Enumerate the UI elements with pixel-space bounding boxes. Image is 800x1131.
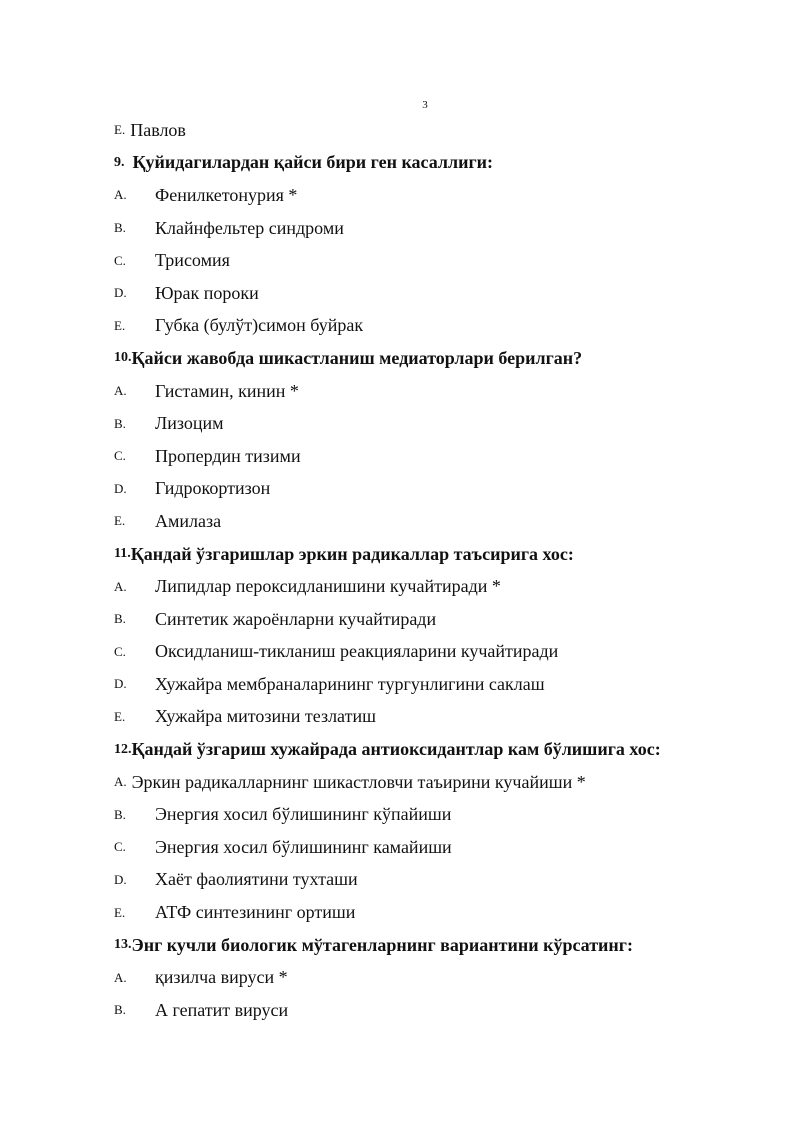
option-text: Гидрокортизон xyxy=(155,478,271,499)
answer-option xyxy=(114,212,754,245)
option-text: қизилча вируси * xyxy=(155,967,288,988)
answer-option xyxy=(114,310,754,343)
question-number: 13. xyxy=(114,937,132,953)
answer-option xyxy=(114,961,754,994)
answer-option xyxy=(114,766,754,799)
answer-option xyxy=(114,277,754,310)
option-text: Юрак пороки xyxy=(155,282,259,303)
answer-option xyxy=(114,701,754,734)
option-text: Лизоцим xyxy=(155,413,224,434)
answer-option xyxy=(114,864,754,897)
option-text: Энергия хосил бўлишининг кўпайиши xyxy=(155,804,452,825)
answer-option xyxy=(114,505,754,538)
option-letter: B. xyxy=(114,220,126,236)
question-heading xyxy=(114,733,754,766)
option-letter: A. xyxy=(114,774,127,790)
question-text: Қандай ўзгариш хужайрада антиоксидантлар кам бўлишига хос: xyxy=(131,739,661,760)
question-number: 12. xyxy=(114,741,132,757)
option-letter: E. xyxy=(114,317,126,333)
question-text: Қандай ўзгаришлар эркин радикаллар таъсирига хос: xyxy=(130,543,574,564)
option-letter: E. xyxy=(114,904,126,920)
option-text: Хужайра мембраналарининг тургунлигини саклаш xyxy=(155,673,545,694)
option-text: Амилаза xyxy=(155,510,222,531)
answer-option xyxy=(114,440,754,473)
question-heading xyxy=(114,929,754,962)
option-text: Фенилкетонурия * xyxy=(155,184,298,205)
option-letter: B. xyxy=(114,1002,126,1018)
option-text: А гепатит вируси xyxy=(155,999,289,1020)
option-letter: A. xyxy=(114,187,127,203)
option-text: Липидлар пероксидланишини кучайтиради * xyxy=(155,576,501,597)
option-text: Трисомия xyxy=(155,250,230,271)
option-text: Оксидланиш-тикланиш реакцияларини кучайтиради xyxy=(155,641,559,662)
answer-option xyxy=(114,603,754,636)
option-text: Энергия хосил бўлишининг камайиши xyxy=(155,836,452,857)
answer-option xyxy=(114,636,754,669)
option-letter: C. xyxy=(114,252,126,268)
answer-option xyxy=(114,179,754,212)
question-number: 10. xyxy=(114,350,132,366)
option-text: Синтетик жароёнларни кучайтиради xyxy=(155,608,437,629)
answer-option xyxy=(114,407,754,440)
answer-option xyxy=(114,473,754,506)
question-text: Қайси жавобда шикастланиш медиаторлари берилган? xyxy=(131,347,583,368)
answer-option xyxy=(114,114,754,147)
option-letter: D. xyxy=(114,676,127,692)
option-text: Гистамин, кинин * xyxy=(155,380,299,401)
question-heading xyxy=(114,538,754,571)
option-text: Клайнфельтер синдроми xyxy=(155,217,344,238)
question-number: 9. xyxy=(114,154,125,170)
answer-option xyxy=(114,668,754,701)
option-text: АТФ синтезининг ортиши xyxy=(155,902,356,923)
answer-option xyxy=(114,831,754,864)
option-text: Павлов xyxy=(130,119,186,140)
option-letter: D. xyxy=(114,480,127,496)
option-letter: C. xyxy=(114,839,126,855)
option-text: Пропердин тизими xyxy=(155,445,301,466)
option-letter: A. xyxy=(114,578,127,594)
option-letter: B. xyxy=(114,806,126,822)
option-text: Хаёт фаолиятини тухташи xyxy=(155,869,358,890)
option-letter: C. xyxy=(114,448,126,464)
question-heading xyxy=(114,147,754,180)
answer-option xyxy=(114,244,754,277)
test-questions-body xyxy=(114,114,754,1027)
option-letter: D. xyxy=(114,285,127,301)
option-letter: E. xyxy=(114,513,126,529)
option-text: Эркин радикалларнинг шикастловчи таъирини кучайиши * xyxy=(131,771,586,792)
option-text: Хужайра митозини тезлатиш xyxy=(155,706,376,727)
answer-option xyxy=(114,994,754,1027)
answer-option xyxy=(114,896,754,929)
question-heading xyxy=(114,342,754,375)
option-letter: D. xyxy=(114,871,127,887)
option-letter: A. xyxy=(114,969,127,985)
answer-option xyxy=(114,798,754,831)
answer-option xyxy=(114,570,754,603)
question-text: Энг кучли биологик мўтагенларнинг вариантини кўрсатинг: xyxy=(131,934,633,955)
option-letter: B. xyxy=(114,415,126,431)
option-text: Губка (булўт)симон буйрак xyxy=(155,315,364,336)
option-letter: E. xyxy=(114,708,126,724)
question-text: Қуйидагилардан қайси бири ген касаллиги: xyxy=(132,152,494,173)
option-letter: E. xyxy=(114,122,126,138)
page-number: 3 xyxy=(422,99,428,111)
option-letter: A. xyxy=(114,383,127,399)
answer-option xyxy=(114,375,754,408)
option-letter: C. xyxy=(114,643,126,659)
option-letter: B. xyxy=(114,611,126,627)
question-number: 11. xyxy=(114,546,131,562)
